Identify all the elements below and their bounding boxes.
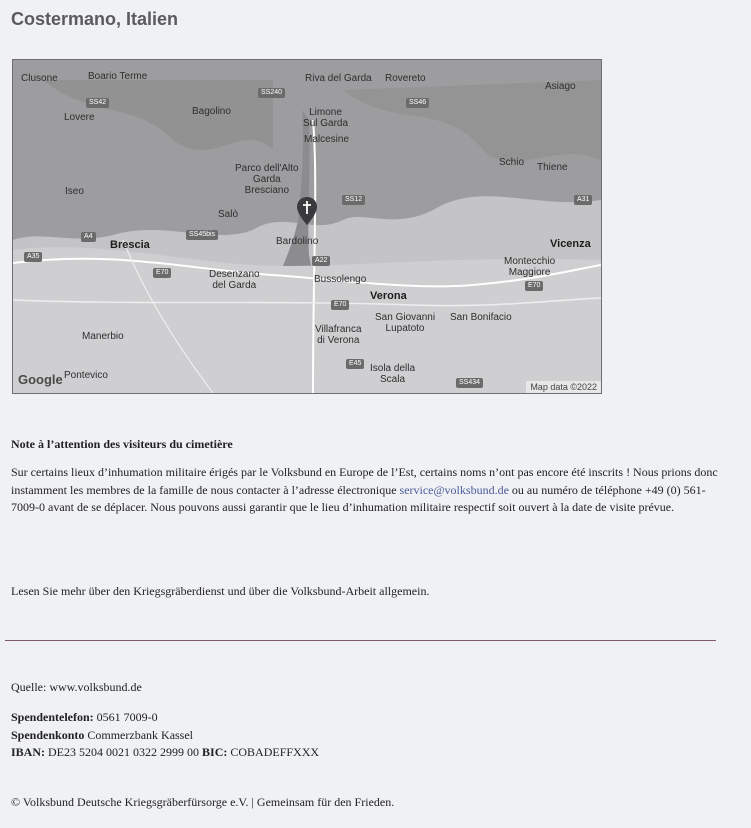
road-shield: SS45bis (186, 230, 218, 240)
map-place-label: Thiene (537, 162, 568, 173)
map-place-label: Isola della Scala (370, 363, 416, 385)
map-place-label: San Bonifacio (450, 312, 512, 323)
map-place-label: San Giovanni Lupatoto (375, 312, 436, 334)
road-shield: A22 (312, 256, 330, 266)
location-map[interactable] (12, 59, 602, 394)
map-place-label: Boario Terme (88, 71, 148, 82)
map-place-label: Desenzano del Garda (209, 269, 260, 291)
bic-label: BIC: (202, 745, 228, 759)
divider (5, 640, 716, 641)
donation-account-value: Commerzbank Kassel (84, 727, 194, 742)
read-more-link[interactable]: Lesen Sie mehr über den Kriegsgräberdienst und über die Volksbund-Arbeit allgemein. (11, 584, 430, 598)
notice-text-part: Sur certains lieux d’inhumation militaire érigés par le Volksbund en Europe de l’Est, certains noms n’ont pas encore été inscrits ! Nous prions donc instamment les membres de la famille de nous contacter à l’adresse électronique (11, 465, 718, 497)
road-shield: SS434 (456, 378, 483, 388)
bic-value: COBADEFFXXX (227, 745, 320, 759)
road-shield: SS12 (342, 195, 365, 205)
page-title: Costermano, Italien (11, 9, 179, 29)
iban-label: IBAN: (11, 745, 46, 759)
cross-pin-icon[interactable] (296, 196, 318, 226)
map-place-label: Montecchio Maggiore (504, 256, 556, 278)
map-place-label: Parco dell'Alto Garda Bresciano (235, 163, 299, 196)
road-shield: A31 (574, 195, 592, 205)
source-text: Quelle: www.volksbund.de (11, 680, 142, 694)
donation-phone-line (11, 709, 319, 727)
map-place-label: Limone Sul Garda (303, 107, 349, 129)
map-attribution[interactable]: Map data ©2022 (526, 381, 601, 393)
footer-copyright: © Volksbund Deutsche Kriegsgräberfürsorge e.V. | Gemeinsam für den Frieden. (11, 795, 395, 809)
google-logo: Google (18, 372, 63, 387)
donation-info (11, 709, 319, 762)
map-place-label: Verona (370, 290, 407, 302)
map-place-label: Schio (499, 157, 525, 168)
map-place-label: Riva del Garda (305, 73, 372, 84)
road-shield: E70 (331, 300, 349, 310)
notice-text-part: ou au numéro de téléphone +49 (0) 561-7009-0 avant de se déplacer. Nous pouvons aussi garantir que le lieu d’inhumation militaire respectif soit ouvert à la date de visite prévue. (11, 482, 706, 514)
map-place-label: Bussolengo (314, 274, 367, 285)
map-place-label: Pontevico (64, 370, 108, 381)
road-shield: SS240 (258, 88, 285, 98)
donation-account-label: Spendenkonto (11, 727, 85, 742)
donation-phone-value: 0561 7009-0 (93, 710, 158, 724)
road-shield: E45 (346, 359, 364, 369)
map-place-label: Manerbio (82, 331, 124, 342)
map-place-label: Rovereto (385, 73, 426, 84)
map-place-label: Lovere (64, 112, 95, 123)
email-link[interactable]: service@volksbund.de (399, 482, 509, 497)
map-place-label: Brescia (110, 239, 150, 251)
map-place-label: Malcesine (304, 134, 350, 145)
road-shield: SS42 (86, 98, 109, 108)
road-shield: SS46 (406, 98, 429, 108)
donation-account-line (11, 727, 319, 745)
road-shield: E70 (153, 268, 171, 278)
map-place-label: Iseo (65, 186, 84, 197)
road-shield: A35 (24, 252, 42, 262)
donation-phone-label: Spendentelefon: (11, 710, 94, 724)
map-place-label: Bagolino (192, 106, 231, 117)
road-shield: E70 (525, 281, 543, 291)
notice-heading: Note à l’attention des visiteurs du cimetière (11, 437, 233, 451)
map-place-label: Vicenza (550, 238, 591, 250)
map-place-label: Asiago (545, 81, 576, 92)
map-place-label: Villafranca di Verona (315, 324, 362, 346)
map-place-label: Salò (218, 209, 239, 220)
notice-body (11, 464, 729, 517)
map-place-label: Bardolino (276, 236, 319, 247)
map-place-label: Clusone (21, 73, 58, 84)
road-shield: A4 (81, 232, 96, 242)
iban-value: DE23 5204 0021 0322 2999 00 (45, 745, 203, 759)
iban-line (11, 744, 319, 762)
